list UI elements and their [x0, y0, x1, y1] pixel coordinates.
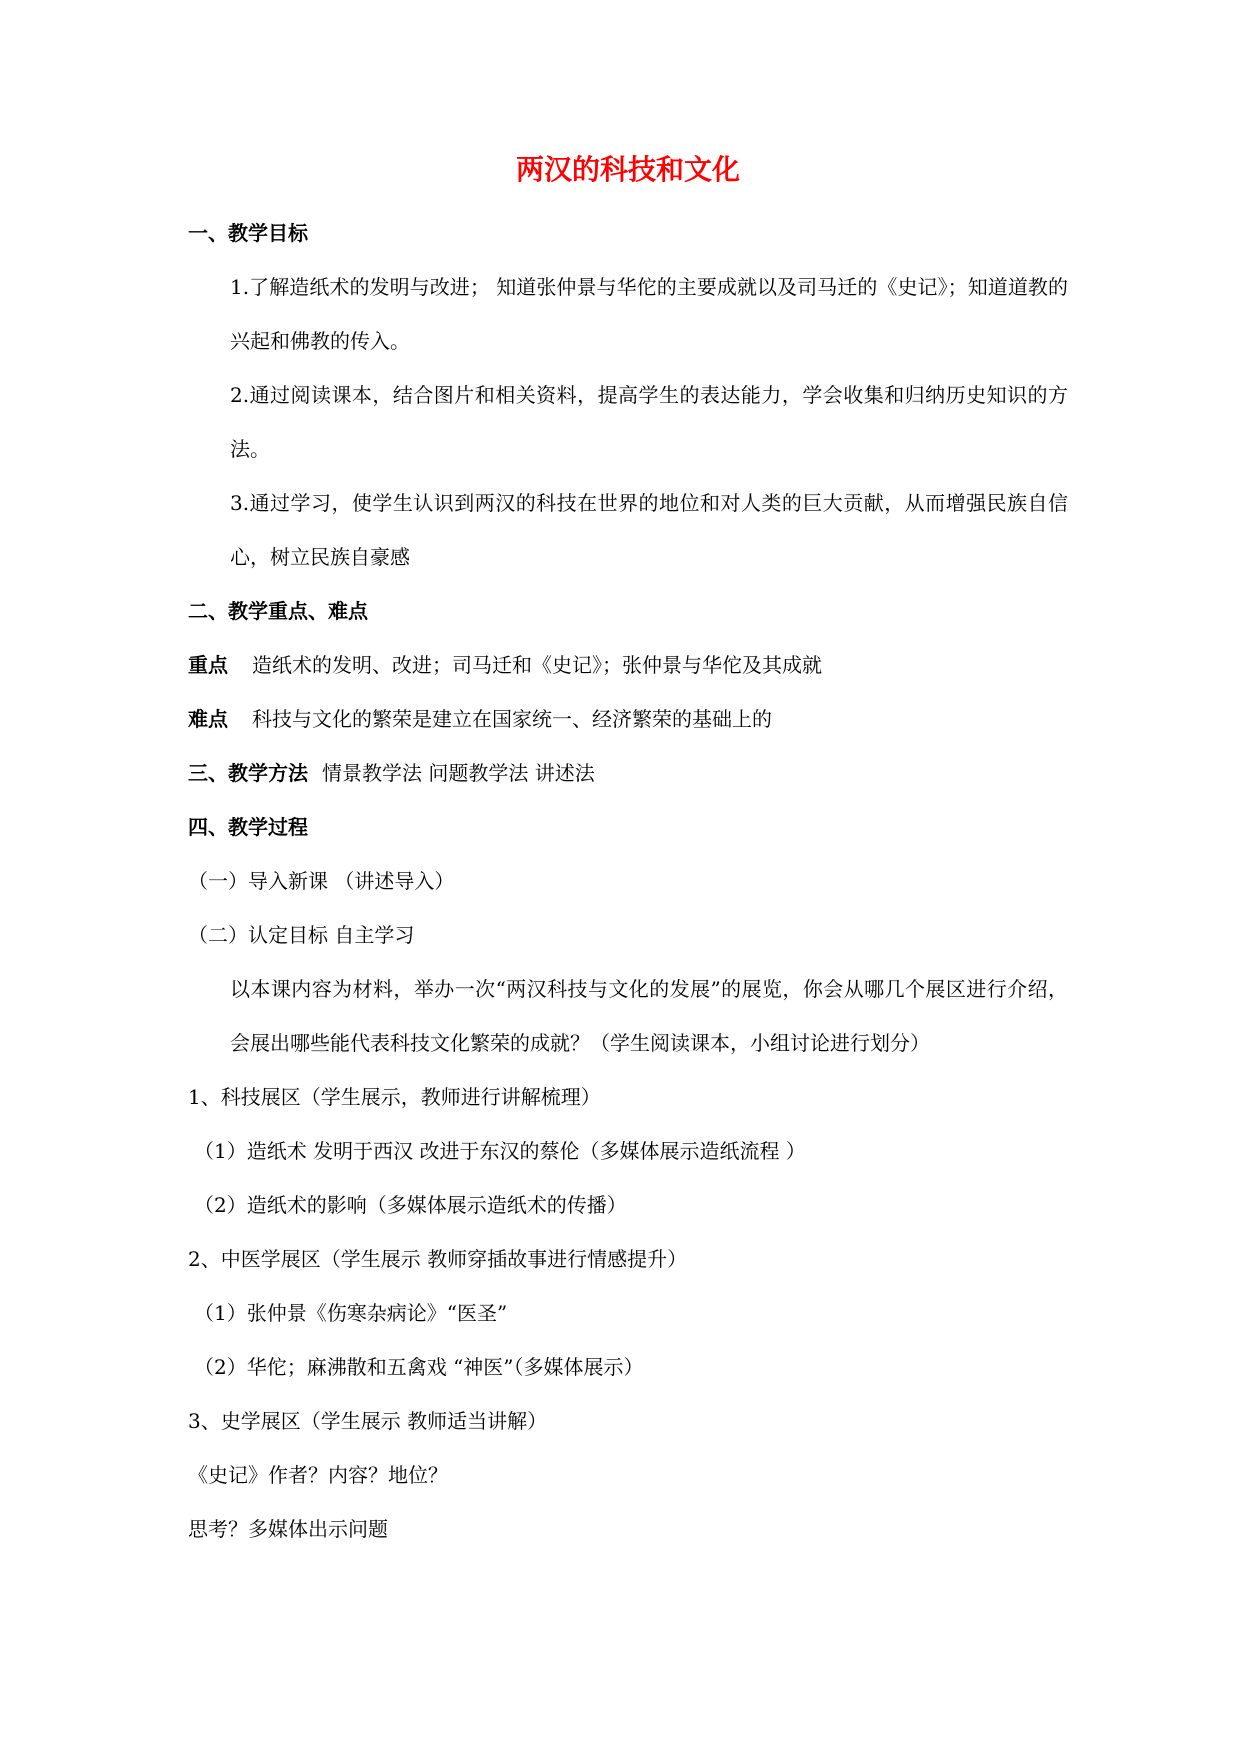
objective-item-2: 2.通过阅读课本，结合图片和相关资料，提高学生的表达能力，学会收集和归纳历史知识的方法。 — [230, 383, 1068, 461]
document-title: 两汉的科技和文化 — [515, 153, 740, 186]
focus-label: 重点 — [188, 653, 228, 677]
process-step-1: （一）导入新课 （讲述导入） — [188, 869, 455, 893]
methods-text: 情景教学法 问题教学法 讲述法 — [322, 761, 595, 785]
section-heading-methods: 三、教学方法 — [188, 761, 308, 785]
process-step-2: （二）认定目标 自主学习 — [188, 923, 415, 947]
process-intro: 以本课内容为材料，举办一次“两汉科技与文化的发展”的展览，你会从哪几个展区进行介绍，会展出哪些能代表科技文化繁荣的成就？（学生阅读课本，小组讨论进行划分） — [230, 977, 1068, 1055]
objective-item-1: 1.了解造纸术的发明与改进； 知道张仲景与华佗的主要成就以及司马迁的《史记》；知道道教的兴起和佛教的传入。 — [230, 275, 1068, 353]
zone-1-item-2: （2）造纸术的影响（多媒体展示造纸术的传播） — [194, 1193, 627, 1217]
zone-2-item-2: （2）华佗；麻沸散和五禽戏 “神医”（多媒体展示） — [194, 1355, 644, 1379]
document-page — [188, 150, 1068, 1556]
zone-3-question: 《史记》作者？内容？地位？ — [188, 1463, 448, 1487]
objective-item-3: 3.通过学习，使学生认识到两汉的科技在世界的地位和对人类的巨大贡献，从而增强民族自信心，树立民族自豪感 — [230, 491, 1068, 569]
think-line: 思考？多媒体出示问题 — [188, 1517, 388, 1541]
methods-line — [188, 746, 1068, 800]
keypoint-focus — [188, 638, 1068, 692]
section-heading-keypoints: 二、教学重点、难点 — [188, 599, 368, 623]
section-heading-process: 四、教学过程 — [188, 815, 308, 839]
difficulty-label: 难点 — [188, 707, 228, 731]
keypoint-difficulty — [188, 692, 1068, 746]
focus-text: 造纸术的发明、改进；司马迁和《史记》；张仲景与华佗及其成就 — [252, 653, 822, 677]
zone-2-heading: 2、中医学展区（学生展示 教师穿插故事进行情感提升） — [188, 1247, 688, 1271]
zone-3-heading: 3、史学展区（学生展示 教师适当讲解） — [188, 1409, 548, 1433]
zone-1-item-1: （1）造纸术 发明于西汉 改进于东汉的蔡伦（多媒体展示造纸流程 ） — [194, 1139, 806, 1163]
difficulty-text: 科技与文化的繁荣是建立在国家统一、经济繁荣的基础上的 — [252, 707, 772, 731]
zone-1-heading: 1、科技展区（学生展示，教师进行讲解梳理） — [188, 1085, 601, 1109]
section-heading-objectives: 一、教学目标 — [188, 221, 308, 245]
zone-2-item-1: （1）张仲景《伤寒杂病论》“医圣” — [194, 1301, 508, 1325]
